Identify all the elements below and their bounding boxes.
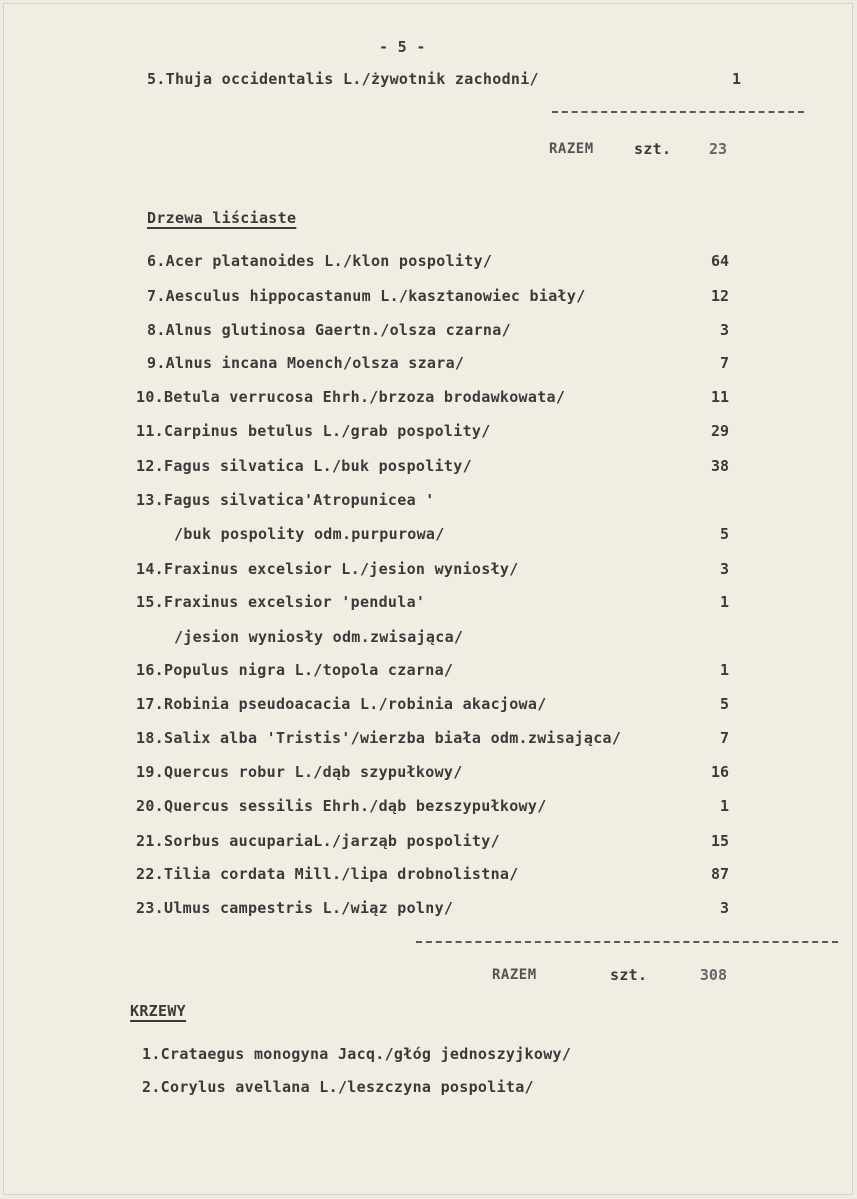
conifer-item-name: 5.Thuja occidentalis L./żywotnik zachodni/ [147,70,539,88]
deciduous-item-name: 23.Ulmus campestris L./wiąz polny/ [136,899,454,917]
shrub-item-name: 1.Crataegus monogyna Jacq./głóg jednoszyjkowy/ [142,1045,572,1063]
deciduous-item-name: 7.Aesculus hippocastanum L./kasztanowiec biały/ [147,287,586,305]
deciduous-item-count: 3 [719,899,729,917]
deciduous-item-name: 8.Alnus glutinosa Gaertn./olsza czarna/ [147,321,511,339]
deciduous-item-count: 64 [710,252,729,270]
deciduous-item-count: 11 [710,388,729,406]
deciduous-item-name: 11.Carpinus betulus L./grab pospolity/ [136,422,491,440]
deciduous-item-count: 1 [719,797,729,815]
deciduous-item-name: 10.Betula verrucosa Ehrh./brzoza brodawkowata/ [136,388,566,406]
deciduous-total-value: 308 [699,966,727,984]
total-rule [416,941,838,943]
deciduous-item-name: /buk pospolity odm.purpurowa/ [174,525,445,543]
page-number: - 5 - [379,38,426,56]
conifers-total-label: RAZEM [549,141,594,157]
deciduous-item-count: 12 [710,287,729,305]
deciduous-item-name: 16.Populus nigra L./topola czarna/ [136,661,454,679]
deciduous-item-count: 1 [719,661,729,679]
deciduous-heading: Drzewa liściaste [147,209,297,227]
deciduous-item-name: 15.Fraxinus excelsior 'pendula' [136,593,426,611]
deciduous-item-count: 16 [710,763,729,781]
deciduous-item-count: 3 [719,560,729,578]
deciduous-total-label: RAZEM [492,967,537,983]
deciduous-item-count: 5 [719,525,729,543]
deciduous-item-name: 9.Alnus incana Moench/olsza szara/ [147,354,465,372]
deciduous-item-count: 7 [719,729,729,747]
deciduous-item-name: 20.Quercus sessilis Ehrh./dąb bezszypułkowy/ [136,797,547,815]
shrub-item-name: 2.Corylus avellana L./leszczyna pospolita/ [142,1078,534,1096]
deciduous-item-name: 13.Fagus silvatica'Atropunicea ' [136,491,435,509]
deciduous-item-name: 14.Fraxinus excelsior L./jesion wyniosły/ [136,560,519,578]
deciduous-item-name: 18.Salix alba 'Tristis'/wierzba biała odm.zwisająca/ [136,729,622,747]
conifer-item-count: 1 [731,70,741,88]
deciduous-item-count: 1 [719,593,729,611]
shrubs-heading: KRZEWY [130,1002,186,1020]
document-page [3,3,853,1195]
deciduous-total-unit: szt. [610,966,648,984]
deciduous-item-count: 38 [710,457,729,475]
deciduous-item-count: 7 [719,354,729,372]
deciduous-item-name: 22.Tilia cordata Mill./lipa drobnolistna/ [136,865,519,883]
deciduous-item-name: /jesion wyniosły odm.zwisająca/ [174,628,464,646]
deciduous-item-count: 15 [710,832,729,850]
deciduous-item-name: 6.Acer platanoides L./klon pospolity/ [147,252,493,270]
deciduous-item-name: 12.Fagus silvatica L./buk pospolity/ [136,457,472,475]
deciduous-item-name: 17.Robinia pseudoacacia L./robinia akacjowa/ [136,695,547,713]
conifers-total-value: 23 [708,140,727,158]
deciduous-item-count: 87 [710,865,729,883]
deciduous-item-count: 29 [710,422,729,440]
total-rule [552,111,804,113]
deciduous-item-count: 5 [719,695,729,713]
deciduous-item-count: 3 [719,321,729,339]
deciduous-item-name: 19.Quercus robur L./dąb szypułkowy/ [136,763,463,781]
deciduous-item-name: 21.Sorbus aucupariaL./jarząb pospolity/ [136,832,500,850]
conifers-total-unit: szt. [634,140,672,158]
